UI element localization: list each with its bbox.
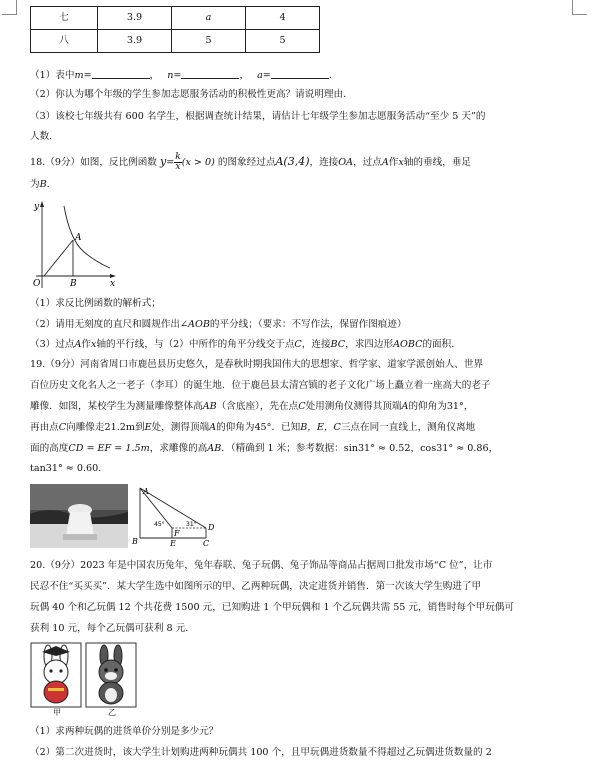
q17-text: ，	[149, 70, 160, 81]
answer-blank[interactable]	[181, 68, 239, 79]
q19-text: 雕像．如图，某校学生为测量雕像整体高	[30, 401, 203, 412]
q18-text: 为	[30, 179, 40, 190]
point-A: A	[74, 339, 82, 350]
statue-body	[66, 512, 94, 536]
hyperbola-curve	[64, 206, 110, 268]
table-cell: 5	[172, 30, 246, 53]
point-C: C	[294, 339, 302, 350]
q19-text: 处用测角仪测得其顶端	[305, 401, 402, 412]
q19-text: ，求雕像的高	[149, 443, 208, 454]
toy-jia-rabbit-icon	[42, 645, 70, 703]
q18-text: ，连接	[309, 157, 339, 168]
q17-part3-line1: （3）该校七年级共有 600 名学生，根据调查统计结果，请估计七年级学生参加志愿服务活动“至少 5 天”的	[30, 111, 486, 122]
fraction-k-over-x	[174, 153, 181, 173]
segment-BC: BC	[330, 339, 346, 350]
ref-cos31: cos31° ≈ 0.86	[420, 443, 489, 454]
angle-45: 45°	[254, 422, 272, 433]
laozi-statue-photo	[30, 484, 128, 548]
point-A: A	[401, 401, 409, 412]
q18-text: （2）请用无刻度的直尺和圆规作出	[30, 319, 181, 330]
q18-text: ，求四边形	[345, 339, 394, 350]
table-cell: 4	[246, 7, 320, 30]
q19-text: .	[98, 463, 102, 474]
var-n: n	[167, 70, 174, 81]
quadrilateral-AOBC: AOBC	[393, 339, 423, 350]
q19-text: 向雕像走	[66, 422, 105, 433]
frac-numerator: k	[175, 151, 181, 162]
q19-line3	[30, 401, 473, 414]
q19-text: ．已知	[271, 422, 301, 433]
ref-sin31: sin31° ≈ 0.52	[343, 443, 411, 454]
point-C: C	[298, 401, 306, 412]
label-E: E	[170, 539, 176, 548]
q19-text: ．（精确到 1 米；参考数据：	[221, 443, 344, 454]
segment-OA	[44, 240, 73, 276]
q20-part2: （2）第二次进货时，该大学生计划购进两种玩偶共 100 个，且甲玩偶进货数量不得超过乙玩偶进货数量的 2	[30, 747, 492, 758]
crop-mark-right	[572, 0, 587, 15]
table-row	[31, 30, 320, 53]
label-x: x	[110, 279, 116, 289]
point-E: E	[144, 422, 152, 433]
segment-OA: OA	[338, 157, 354, 168]
q18-text: .	[46, 179, 50, 190]
label-yi: 乙	[108, 708, 116, 717]
q19-text: 面的高度	[30, 443, 69, 454]
q17-part3-line2: 人数.	[30, 131, 53, 142]
q18-stem-line1	[30, 151, 471, 174]
answer-blank[interactable]	[271, 68, 329, 79]
crop-mark-left	[2, 0, 17, 15]
var-x: x	[398, 157, 404, 168]
q20-line2: 民忍不住“买买买”．某大学生选中如图所示的甲、乙两种玩偶，决定进货并销售．第一次该大学生购进了甲	[30, 581, 482, 592]
q18-text: 的平分线；（要求：不写作法，保留作图痕迹）	[209, 319, 407, 330]
height-CD-EF: CD = EF = 1.5m	[68, 443, 150, 454]
q18-part1: （1）求反比例函数的解析式；	[30, 298, 161, 309]
q17-part2: （2）你认为哪个年级的学生参加志愿服务活动的积极性更高？请说明理由.	[30, 89, 347, 100]
var-y: y	[159, 155, 167, 168]
q18-text: 轴的平行线，与（2）中所作的角平分线交于点	[96, 339, 295, 350]
q19-line2: 百位历史文化名人之一老子（李耳）的诞生地．位于鹿邑县太清宫镇的老子文化广场上矗立着一座高大的老子	[30, 380, 491, 391]
q17-text: .	[328, 70, 332, 81]
q19-line6	[30, 463, 101, 476]
q18-text: ，过点	[353, 157, 382, 168]
q20-line1: 20.（9分）2023 年是中国农历兔年，兔年春联、兔子玩偶、兔子饰品等商品占据周口批发市场“C 位”，让市	[30, 560, 493, 571]
segment-AB: AB	[207, 443, 222, 454]
q18-text: ，连接	[301, 339, 331, 350]
q17-text: =	[83, 70, 92, 81]
segment-AB: AB	[202, 401, 217, 412]
point-B: B	[39, 179, 47, 190]
label-D: D	[208, 523, 215, 532]
q18-text: 18.（9分）如图，反比例函数	[30, 157, 157, 168]
point-A: A	[381, 157, 389, 168]
q17-text: =	[262, 70, 271, 81]
q19-text: ，	[463, 401, 474, 412]
q18-text: 的面积.	[422, 339, 455, 350]
q19-line1: 19.（9分）河南省周口市鹿邑县历史悠久，是春秋时期我国伟大的思想家、哲学家、道家学派创始人、世界	[30, 359, 484, 370]
var-m: m	[74, 70, 84, 81]
elevation-diagram	[130, 484, 226, 548]
q18-stem-line2	[30, 179, 50, 192]
q19-text: 到	[134, 422, 145, 433]
table-row	[31, 7, 320, 30]
table-cell: a	[172, 7, 246, 30]
rabbit-toys-image	[30, 642, 140, 710]
label-y: y	[34, 202, 40, 212]
hyperbola-figure	[30, 198, 120, 294]
angle-31: 31°	[446, 401, 464, 412]
label-jia: 甲	[53, 708, 61, 717]
toy-yi-rabbit-icon	[99, 645, 123, 704]
q19-text: 处，测得顶端	[151, 422, 210, 433]
label-angle-45: 45°	[154, 521, 165, 528]
q18-text: 的图象经过点	[217, 157, 276, 168]
label-C: C	[203, 539, 210, 548]
q18-part3	[30, 339, 454, 352]
q17-text: =	[173, 70, 182, 81]
q19-text: 的仰角为	[216, 422, 255, 433]
distance-CE: 21.2m	[104, 422, 135, 433]
point-A: A	[209, 422, 217, 433]
label-A: A	[75, 233, 82, 243]
q18-text: 作	[81, 339, 92, 350]
label-angle-31: 31°	[186, 521, 197, 528]
q18-text: （3）过点	[30, 339, 75, 350]
ref-tan31: tan31° ≈ 0.60	[30, 463, 99, 474]
label-B: B	[70, 279, 77, 289]
label-O: O	[33, 279, 41, 289]
q19-line5	[30, 443, 498, 456]
q20-line4: 获利 10 元，每个乙玩偶可获利 8 元.	[30, 623, 189, 634]
points-BEC: B，E，C	[300, 422, 341, 433]
q20-part1: （1）求两种玩偶的进货单价分别是多少元？	[30, 726, 219, 737]
label-A: A	[143, 487, 149, 496]
q18-part2	[30, 319, 407, 332]
q20-line3: 玩偶 40 个和乙玩偶 12 个共花费 1500 元，已知购进 1 个甲玩偶和 1 个乙玩偶共需 55 元，销售时每个甲玩偶可	[30, 602, 514, 613]
q18-text: 作	[388, 157, 399, 168]
q17-part1	[30, 68, 332, 83]
label-F: F	[174, 529, 180, 538]
q19-text: （含底座），先在点	[216, 401, 299, 412]
q18-text: 轴的垂线，垂足	[403, 157, 471, 168]
q19-line4	[30, 422, 475, 435]
q19-text: 三点在同一直线上，测角仪离地	[340, 422, 476, 433]
table-cell: 3.9	[98, 30, 172, 53]
table-cell: 七	[31, 7, 98, 30]
angle-AOB: ∠AOB	[180, 319, 210, 330]
y-axis-arrow-icon	[40, 201, 44, 207]
condition: (x > 0)	[181, 157, 215, 168]
x-axis-arrow-icon	[110, 274, 116, 278]
frac-denominator: x	[175, 162, 181, 172]
table-cell: 八	[31, 30, 98, 53]
q19-text: 的仰角为	[408, 401, 447, 412]
var-x: x	[91, 339, 97, 350]
point-C: C	[58, 422, 67, 433]
statue-base	[63, 534, 97, 540]
q18-text: =	[166, 157, 175, 168]
table-cell: 3.9	[98, 7, 172, 30]
answer-blank[interactable]	[92, 68, 150, 79]
table-cell: 5	[246, 30, 320, 53]
point-A-coord: A(3,4)	[275, 155, 310, 168]
q19-text: ，	[410, 443, 421, 454]
q17-text: （1）表中	[30, 70, 75, 81]
stats-table	[30, 6, 320, 53]
q17-text: ，	[239, 70, 250, 81]
q19-text: 再由点	[30, 422, 59, 433]
q19-text: ，	[488, 443, 499, 454]
label-B: B	[132, 537, 138, 546]
var-a: a	[257, 70, 263, 81]
